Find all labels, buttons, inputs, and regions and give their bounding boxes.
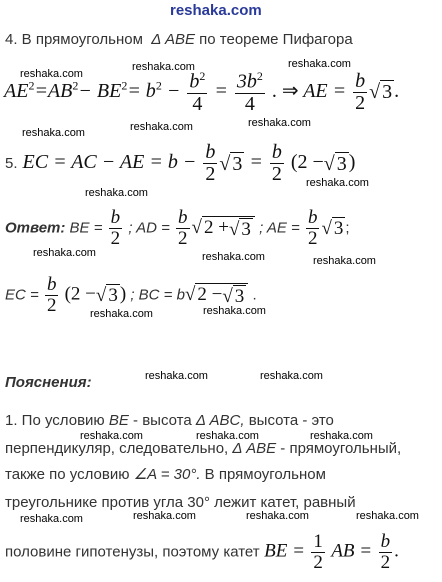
sqrt-3 <box>219 154 244 174</box>
radical-icon: √ <box>323 152 335 175</box>
numerator: b <box>46 274 57 295</box>
fraction-b-over-2 <box>306 208 320 249</box>
radical-icon: √ <box>184 284 196 306</box>
paren-close: ) <box>119 283 127 305</box>
numerator: b <box>307 207 318 228</box>
text: - высота <box>133 412 192 429</box>
explain-line-5 <box>5 532 399 573</box>
fraction-b-over-2 <box>353 71 367 114</box>
sqrt-3 <box>369 82 394 102</box>
watermark: reshaka.com <box>246 510 309 522</box>
semicolon: ; <box>345 219 350 237</box>
watermark: reshaka.com <box>20 513 83 525</box>
radical-icon: √ <box>219 152 231 175</box>
watermark: reshaka.com <box>356 510 419 522</box>
denominator: 4 <box>244 92 255 115</box>
watermark: reshaka.com <box>33 247 96 259</box>
fraction-b-over-2 <box>270 142 284 185</box>
ab-equals: AB = <box>331 540 373 562</box>
explain-line-3 <box>5 465 326 483</box>
exponent: 2 <box>72 78 79 93</box>
exponent: 2 <box>155 78 162 93</box>
fraction-b-over-2 <box>379 532 393 573</box>
bc-equals: ; BC = b <box>130 286 185 304</box>
denominator: 2 <box>110 227 121 249</box>
ae-term: AE <box>4 79 29 102</box>
paren-open: (2 − <box>290 151 324 174</box>
sqrt-3 <box>324 154 349 174</box>
paren-open: (2 − <box>64 283 96 305</box>
text: В прямоугольном <box>204 466 326 483</box>
fraction-b-over-2 <box>109 208 123 249</box>
text: половине гипотенузы, поэтому катет <box>5 543 260 561</box>
implies-arrow: . ⇒ <box>271 79 299 102</box>
denominator: 2 <box>46 294 57 316</box>
numerator: b <box>178 207 188 228</box>
answer-label: Ответ: <box>5 219 66 237</box>
radicand: 3 <box>108 284 118 306</box>
denominator: 2 <box>271 163 282 185</box>
radicand: 3 <box>336 152 347 175</box>
exponent: 2 <box>199 69 206 83</box>
explanations-title: Пояснения: <box>5 374 92 391</box>
watermark: reshaka.com <box>90 308 153 320</box>
numerator: b <box>380 531 391 552</box>
radical-icon: √ <box>222 285 233 307</box>
radicand-part: 2 − <box>197 284 223 306</box>
exponent: 2 <box>28 78 35 93</box>
denominator: 2 <box>313 551 323 573</box>
denominator: 2 <box>355 91 366 114</box>
radicand: 3 <box>382 81 393 104</box>
watermark: reshaka.com <box>313 255 376 267</box>
exponent: 2 <box>121 78 128 93</box>
step5-equation <box>5 142 355 185</box>
equals-sign: = <box>249 151 263 174</box>
ae-equals: AE = <box>303 79 347 102</box>
minus-sign: − <box>166 79 181 102</box>
fraction-3b2-over-4 <box>235 70 265 115</box>
sqrt-2-plus-sqrt3 <box>192 218 255 238</box>
period: . <box>394 79 400 102</box>
sqrt-3 <box>321 219 345 238</box>
watermark: reshaka.com <box>22 127 85 139</box>
watermark: reshaka.com <box>202 251 265 263</box>
step5-label: 5. <box>5 155 18 173</box>
angle-a: ∠A = 30°. <box>133 466 201 483</box>
ab-term: =AB <box>34 79 73 102</box>
radical-icon: √ <box>191 217 202 239</box>
site-title: reshaka.com <box>170 2 262 19</box>
ae-equals: ; AE = <box>259 219 300 237</box>
radical-icon: √ <box>95 284 107 306</box>
be-equals: BE = <box>69 219 103 237</box>
fraction-b-over-2 <box>176 208 190 249</box>
text: - прямоугольный, <box>280 440 402 457</box>
radicand: 3 <box>234 285 245 307</box>
text: 1. По условию <box>5 412 105 429</box>
sqrt-3 <box>222 287 246 306</box>
watermark: reshaka.com <box>20 68 83 80</box>
numerator: b <box>110 207 121 228</box>
radical-icon: √ <box>369 81 381 104</box>
radical-icon: √ <box>228 218 240 240</box>
explain-line-4: треугольнике против угла 30° лежит катет, равный <box>5 494 356 511</box>
segment-be: BE <box>108 412 129 429</box>
fraction-b-over-2 <box>203 142 217 185</box>
watermark: reshaka.com <box>203 305 266 317</box>
period: . <box>252 286 257 304</box>
equals-sign: = <box>214 79 228 102</box>
radicand: 3 <box>241 218 251 240</box>
step4-intro: 4. В прямоугольном <box>5 31 143 48</box>
answer-line-2 <box>5 275 257 316</box>
fraction-b2-over-4 <box>187 70 207 115</box>
triangle-abe: Δ ABE <box>151 31 195 48</box>
denominator: 2 <box>307 227 318 249</box>
text: перпендикуляр, следовательно, <box>5 440 229 457</box>
denominator: 2 <box>205 163 216 185</box>
ad-equals: ; AD = <box>128 219 170 237</box>
watermark: reshaka.com <box>248 117 311 129</box>
b-term: = b <box>127 79 156 102</box>
watermark: reshaka.com <box>85 187 148 199</box>
sqrt-3 <box>229 220 253 239</box>
paren-close: ) <box>348 151 356 174</box>
denominator: 2 <box>178 227 188 249</box>
sqrt-2-minus-sqrt3 <box>185 285 248 305</box>
watermark: reshaka.com <box>133 510 196 522</box>
numerator: b <box>271 141 282 163</box>
numerator: 1 <box>313 531 323 552</box>
text: также по условию <box>5 466 130 483</box>
watermark: reshaka.com <box>310 430 373 442</box>
watermark: reshaka.com <box>288 58 351 70</box>
ec-equals: EC = <box>5 286 39 304</box>
numerator: b <box>355 69 366 92</box>
answer-line-1 <box>5 208 350 249</box>
numerator: b <box>205 141 216 163</box>
radicand: 3 <box>333 217 344 239</box>
radicand: 3 <box>232 152 243 175</box>
fraction-1-over-2 <box>311 532 325 573</box>
sqrt-3 <box>96 286 120 305</box>
fraction-b-over-2 <box>45 275 59 316</box>
watermark: reshaka.com <box>260 370 323 382</box>
be-term: − BE <box>78 79 122 102</box>
radical-icon: √ <box>321 217 332 239</box>
be-equals: BE = <box>264 540 305 562</box>
triangle-abe: Δ ABE <box>232 440 277 457</box>
watermark: reshaka.com <box>80 430 143 442</box>
watermark: reshaka.com <box>130 121 193 133</box>
step4-tail: по теореме Пифагора <box>199 31 353 48</box>
exponent: 2 <box>256 69 263 83</box>
watermark: reshaka.com <box>132 61 195 73</box>
explain-line-1 <box>5 412 334 429</box>
watermark: reshaka.com <box>306 177 369 189</box>
period: . <box>394 540 399 562</box>
denominator: 4 <box>192 92 203 115</box>
radicand-part: 2 + <box>203 217 229 239</box>
ec-expression: EC = AC − AE = b − <box>22 151 197 174</box>
denominator: 2 <box>380 551 391 573</box>
watermark: reshaka.com <box>145 370 208 382</box>
step4-line <box>5 31 353 48</box>
triangle-abc: Δ ABC, <box>195 412 245 429</box>
watermark: reshaka.com <box>196 430 259 442</box>
numerator: b <box>189 70 200 93</box>
numerator: 3b <box>236 70 257 93</box>
explain-line-2 <box>5 440 401 457</box>
text: высота - это <box>248 412 334 429</box>
step4-equation <box>4 70 399 115</box>
